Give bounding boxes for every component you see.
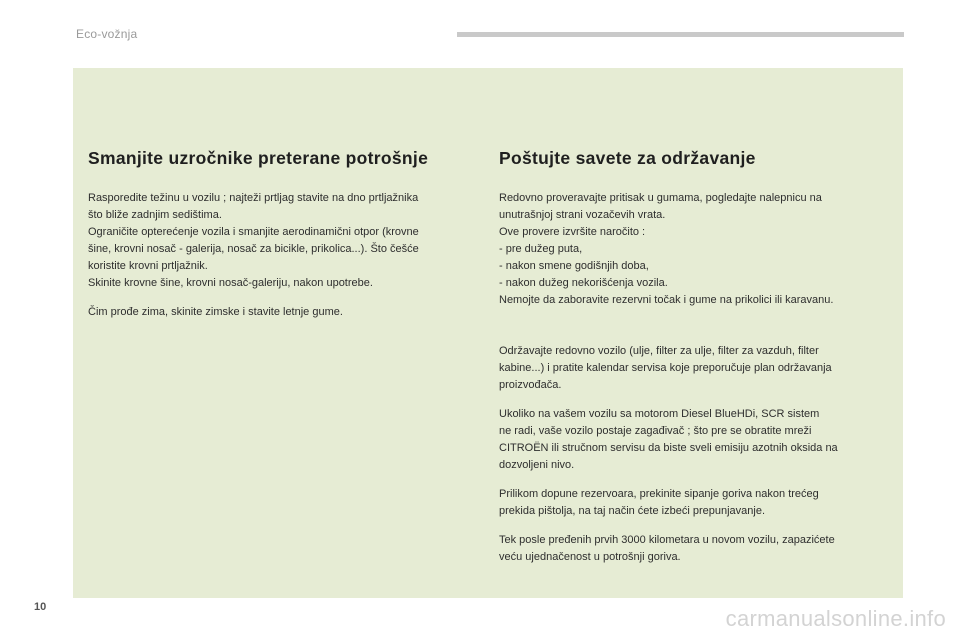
left-column (88, 146, 468, 333)
left-heading: Smanjite uzročnike preterane potrošnje (88, 148, 429, 168)
right-paragraph-5: Tek posle pređenih prvih 3000 kilometara u novom vozilu, zapazićete veću ujednačenost u potrošnji goriva. (499, 534, 835, 563)
paragraph-gap (499, 321, 889, 343)
header-rule (457, 32, 904, 37)
right-heading: Poštujte savete za održavanje (499, 148, 756, 168)
content-panel (73, 68, 903, 598)
left-paragraph-1: Rasporedite težinu u vozilu ; najteži prtljag stavite na dno prtljažnika što bliže zadnjim sedištima. Ograničite opterećenje vozila i smanjite aerodinamični otpor (krovne šine, krovni nosač - galerija, nosač za bicikle, prikolica...). Što češće koristite krovni prtljažnik. Skinite krovne šine, krovni nosač-galeriju, nakon upotrebe. (88, 192, 419, 289)
watermark: carmanualsonline.info (725, 606, 946, 631)
page-number: 10 (34, 601, 47, 613)
right-paragraph-3: Ukoliko na vašem vozilu sa motorom Diesel BlueHDi, SCR sistem ne radi, vaše vozilo postaje zagađivač ; što pre se obratite mreži CITROËN ili stručnom servisu da biste sveli emisiju azotnih oksida na dozvoljeni nivo. (499, 408, 838, 471)
right-paragraph-4: Prilikom dopune rezervoara, prekinite sipanje goriva nakon trećeg prekida pištolja, na taj način ćete izbeći prepunjavanje. (499, 488, 819, 517)
right-paragraph-1: Redovno proveravajte pritisak u gumama, pogledajte nalepnicu na unutrašnjoj strani vozačevih vrata. Ove provere izvršite naročito : - pre dužeg puta, - nakon smene godišnjih doba, - nakon dužeg nekorišćenja vozila. Nemojte da zaboravite rezervni točak i gume na prikolici ili karavanu. (499, 192, 834, 306)
right-paragraph-2: Održavajte redovno vozilo (ulje, filter za ulje, filter za vazduh, filter kabine...) i pratite kalendar servisa koje preporučuje plan održavanja proizvođača. (499, 345, 832, 391)
left-paragraph-2: Čim prođe zima, skinite zimske i stavite letnje gume. (88, 306, 343, 318)
right-column (499, 146, 889, 578)
section-title: Eco-vožnja (76, 27, 138, 41)
